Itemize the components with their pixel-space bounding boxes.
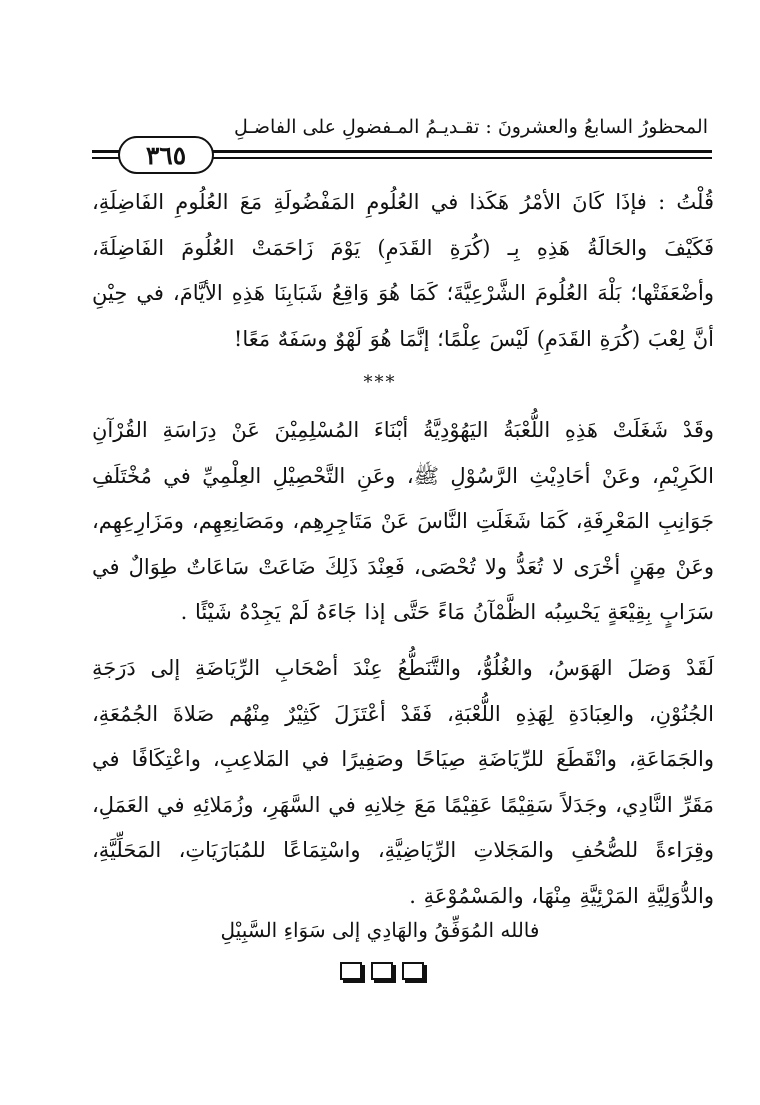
paragraph-1: قُلْتُ : فإذَا كَانَ الأمْرُ هَكَذا في العُلُومِ المَفْضُولَةِ مَعَ العُلُومِ الفَاضِلَةِ، فَكَيْفَ والحَالَةُ هَذِهِ بِـ (كُرَةِ القَدَمِ) يَوْمَ زَاحَمَتْ العُلُومَ الفَاضِلَةَ، وأضْعَفَتْها؛ بَلْهَ العُلُومَ الشَّرْعِيَّةَ؛ كَمَا هُوَ وَاقِعُ شَبَابِنَا هَذِهِ الأيَّامَ، في حِيْنِ أنَّ لِعْبَ (كُرَةِ القَدَمِ) لَيْسَ عِلْمًا؛ إنَّمَا هُوَ لَهْوٌ وسَفَهٌ مَعًا! — [92, 190, 714, 351]
end-ornament-icon — [340, 958, 424, 984]
paragraph-3: لَقَدْ وَصَلَ الهَوَسُ، والغُلُوُّ، والتَّنَطُّعُ عِنْدَ أصْحَابِ الرِّيَاضَةِ إلى دَرَجَةِ الجُنُوْنِ، والعِبَادَةِ لِهَذِهِ اللُّعْبَةِ، فَقَدْ أعْتَزَلَ كَثِيْرٌ مِنْهُم صَلاةَ الجُمُعَةِ، والجَمَاعَةِ، وانْقَطَعَ للرِّيَاضَةِ صِيَاحًا وصَفِيرًا في المَلاعِبِ، واعْتِكَافًا في مَقَرِّ النَّادِي، وجَدَلاً سَقِيْمًا عَقِيْمًا مَعَ خِلانِهِ في السَّهَرِ، وزُمَلائِهِ في العَمَلِ، وقِرَاءةً للصُّحُفِ والمَجَلاتِ الرِّيَاضِيَّةِ، واسْتِمَاعًا للمُبَارَيَاتِ، المَحَلِّيَّةِ، والدُّوَلِيَّةِ المَرْئِيَّةِ مِنْهَا، والمَسْمُوْعَةِ . — [92, 656, 714, 908]
ornament-square-icon — [340, 962, 362, 980]
ornament-square-icon — [402, 962, 424, 980]
closing-line: فالله المُوَفِّقُ والهَادِي إلى سَوَاءِ السَّبِيْلِ — [220, 918, 540, 942]
page-number-badge — [118, 136, 214, 174]
paragraph-2: وقَدْ شَغَلَتْ هَذِهِ اللُّعْبَةُ اليَهُوْدِيَّةُ أبْنَاءَ المُسْلِمِيْنَ عَنْ دِرَاسَةِ القُرْآنِ الكَرِيْمِ، وعَنْ أحَادِيْثِ الرَّسُوْلِ ﷺ، وعَنِ التَّحْصِيْلِ العِلْمِيِّ في مُخْتَلَفِ جَوَانِبِ المَعْرِفَةِ، كَمَا شَغَلَتِ النَّاسَ عَنْ مَتَاجِرِهِم، ومَصَانِعِهِم، ومَزَارِعِهِم، وعَنْ مِهَنٍ أخْرَى لا تُعَدُّ ولا تُحْصَى، فَعِنْدَ ذَلِكَ ضَاعَتْ سَاعَاتٌ طِوَالٌ في سَرَابٍ بِقِيْعَةٍ يَحْسِبُه الظَّمْآنُ مَاءً حَتَّى إذا جَاءَهُ لَمْ يَجِدْهُ شَيْئًا . — [92, 418, 714, 624]
running-header-title: المحظورُ السابعُ والعشرونَ : تقـديـمُ المـفضولِ على الفاضـلِ — [233, 116, 708, 138]
ornament-square-icon — [371, 962, 393, 980]
page-number: ٣٦٥ — [145, 140, 187, 170]
asterisk-separator: *** — [363, 372, 397, 393]
